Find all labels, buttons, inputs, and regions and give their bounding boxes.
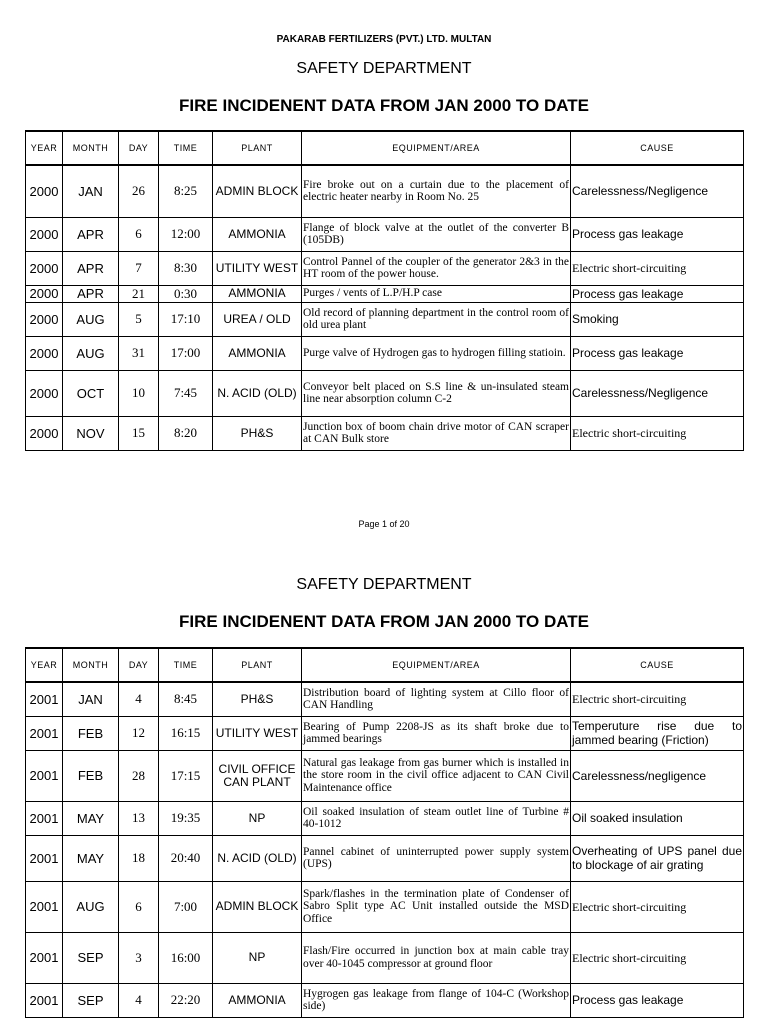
cell-day: 18 bbox=[119, 835, 159, 881]
cell-equipment: Conveyor belt placed on S.S line & un-insulated steam line near absorption column C-2 bbox=[302, 370, 571, 416]
header-plant: PLANT bbox=[213, 648, 302, 682]
cell-plant: PH&S bbox=[213, 682, 302, 716]
header-equipment: EQUIPMENT/AREA bbox=[302, 648, 571, 682]
cell-day: 31 bbox=[119, 336, 159, 370]
cell-plant: CIVIL OFFICE CAN PLANT bbox=[213, 750, 302, 801]
cell-year: 2000 bbox=[26, 302, 63, 336]
table-row bbox=[26, 932, 744, 983]
cell-cause: Oil soaked insulation bbox=[571, 801, 744, 835]
cell-year: 2001 bbox=[26, 932, 63, 983]
cell-plant: NP bbox=[213, 801, 302, 835]
cell-plant: N. ACID (OLD) bbox=[213, 370, 302, 416]
cell-equipment: Distribution board of lighting system at Cillo floor of CAN Handling bbox=[302, 682, 571, 716]
cell-plant: AMMONIA bbox=[213, 336, 302, 370]
table-row bbox=[26, 801, 744, 835]
cell-equipment: Bearing of Pump 2208-JS as its shaft broke due to jammed bearings bbox=[302, 716, 571, 750]
cell-day: 4 bbox=[119, 983, 159, 1017]
cell-month: OCT bbox=[63, 370, 119, 416]
table-row bbox=[26, 302, 744, 336]
fire-incident-table bbox=[25, 130, 744, 451]
cell-time: 8:45 bbox=[159, 682, 213, 716]
cell-cause: Electric short-circuiting bbox=[571, 682, 744, 716]
cell-year: 2000 bbox=[26, 251, 63, 285]
cell-day: 21 bbox=[119, 285, 159, 302]
cell-month: NOV bbox=[63, 416, 119, 450]
table-row bbox=[26, 416, 744, 450]
cell-year: 2000 bbox=[26, 370, 63, 416]
cell-equipment: Pannel cabinet of uninterrupted power supply system (UPS) bbox=[302, 835, 571, 881]
cell-day: 28 bbox=[119, 750, 159, 801]
cell-cause: Electric short-circuiting bbox=[571, 881, 744, 932]
document-title-2: FIRE INCIDENENT DATA FROM JAN 2000 TO DATE bbox=[179, 612, 589, 631]
cell-month: MAY bbox=[63, 835, 119, 881]
cell-plant: UTILITY WEST bbox=[213, 716, 302, 750]
header-time: TIME bbox=[159, 648, 213, 682]
table-body bbox=[26, 682, 744, 1017]
cell-day: 4 bbox=[119, 682, 159, 716]
cell-plant: UTILITY WEST bbox=[213, 251, 302, 285]
cell-plant: AMMONIA bbox=[213, 285, 302, 302]
table-row bbox=[26, 336, 744, 370]
cell-year: 2000 bbox=[26, 217, 63, 251]
cell-equipment: Natural gas leakage from gas burner which is installed in the store room in the civil office adjacent to CAN Civil Maintenance office bbox=[302, 750, 571, 801]
cell-month: APR bbox=[63, 251, 119, 285]
cell-cause: Process gas leakage bbox=[571, 983, 744, 1017]
cell-year: 2000 bbox=[26, 336, 63, 370]
table-row bbox=[26, 370, 744, 416]
cell-time: 20:40 bbox=[159, 835, 213, 881]
cell-month: AUG bbox=[63, 336, 119, 370]
table-row bbox=[26, 983, 744, 1017]
cell-time: 7:00 bbox=[159, 881, 213, 932]
cell-day: 5 bbox=[119, 302, 159, 336]
cell-month: AUG bbox=[63, 881, 119, 932]
cell-time: 8:20 bbox=[159, 416, 213, 450]
cell-year: 2000 bbox=[26, 165, 63, 217]
table-body bbox=[26, 165, 744, 450]
cell-month: MAY bbox=[63, 801, 119, 835]
cell-time: 17:15 bbox=[159, 750, 213, 801]
cell-month: APR bbox=[63, 217, 119, 251]
cell-cause: Overheating of UPS panel due to blockage of air grating bbox=[571, 835, 744, 881]
cell-plant: N. ACID (OLD) bbox=[213, 835, 302, 881]
cell-cause: Process gas leakage bbox=[571, 217, 744, 251]
cell-time: 22:20 bbox=[159, 983, 213, 1017]
cell-equipment: Old record of planning department in the control room of old urea plant bbox=[302, 302, 571, 336]
cell-time: 8:25 bbox=[159, 165, 213, 217]
cell-equipment: Junction box of boom chain drive motor of CAN scraper at CAN Bulk store bbox=[302, 416, 571, 450]
fire-incident-table-2 bbox=[25, 647, 744, 1018]
cell-year: 2001 bbox=[26, 682, 63, 716]
header-equipment: EQUIPMENT/AREA bbox=[302, 131, 571, 165]
cell-plant: AMMONIA bbox=[213, 983, 302, 1017]
table-row bbox=[26, 835, 744, 881]
table-row bbox=[26, 251, 744, 285]
cell-day: 12 bbox=[119, 716, 159, 750]
table-header-row bbox=[26, 648, 744, 682]
cell-month: JAN bbox=[63, 165, 119, 217]
cell-time: 12:00 bbox=[159, 217, 213, 251]
cell-equipment: Control Pannel of the coupler of the generator 2&3 in the HT room of the power house. bbox=[302, 251, 571, 285]
cell-cause: Electric short-circuiting bbox=[571, 416, 744, 450]
cell-plant: NP bbox=[213, 932, 302, 983]
header-cause: CAUSE bbox=[571, 648, 744, 682]
cell-year: 2001 bbox=[26, 983, 63, 1017]
cell-time: 0:30 bbox=[159, 285, 213, 302]
header-year: YEAR bbox=[26, 648, 63, 682]
header-plant: PLANT bbox=[213, 131, 302, 165]
cell-cause: Smoking bbox=[571, 302, 744, 336]
cell-equipment: Hygrogen gas leakage from flange of 104-C (Workshop side) bbox=[302, 983, 571, 1017]
cell-cause: Carelessness/Negligence bbox=[571, 165, 744, 217]
cell-year: 2001 bbox=[26, 835, 63, 881]
cell-plant: UREA / OLD bbox=[213, 302, 302, 336]
cell-month: SEP bbox=[63, 983, 119, 1017]
header-day: DAY bbox=[119, 648, 159, 682]
table-header-row bbox=[26, 131, 744, 165]
department-heading-2: SAFETY DEPARTMENT bbox=[296, 576, 472, 593]
cell-equipment: Spark/flashes in the termination plate of Condenser of Sabro Split type AC Unit installed outside the MSD Office bbox=[302, 881, 571, 932]
cell-day: 10 bbox=[119, 370, 159, 416]
cell-month: SEP bbox=[63, 932, 119, 983]
table-row bbox=[26, 217, 744, 251]
header-time: TIME bbox=[159, 131, 213, 165]
cell-month: JAN bbox=[63, 682, 119, 716]
header-day: DAY bbox=[119, 131, 159, 165]
cell-year: 2000 bbox=[26, 285, 63, 302]
cell-cause: Carelessness/Negligence bbox=[571, 370, 744, 416]
cell-day: 7 bbox=[119, 251, 159, 285]
cell-day: 26 bbox=[119, 165, 159, 217]
cell-cause: Process gas leakage bbox=[571, 285, 744, 302]
cell-year: 2000 bbox=[26, 416, 63, 450]
cell-time: 19:35 bbox=[159, 801, 213, 835]
cell-month: FEB bbox=[63, 750, 119, 801]
cell-equipment: Oil soaked insulation of steam outlet line of Turbine # 40-1012 bbox=[302, 801, 571, 835]
cell-plant: PH&S bbox=[213, 416, 302, 450]
department-heading: SAFETY DEPARTMENT bbox=[296, 60, 472, 77]
cell-day: 6 bbox=[119, 217, 159, 251]
table-row bbox=[26, 682, 744, 716]
cell-cause: Electric short-circuiting bbox=[571, 932, 744, 983]
cell-time: 7:45 bbox=[159, 370, 213, 416]
cell-year: 2001 bbox=[26, 750, 63, 801]
cell-cause: Temperuture rise due to jammed bearing (Friction) bbox=[571, 716, 744, 750]
table-row bbox=[26, 285, 744, 302]
table-row bbox=[26, 881, 744, 932]
cell-year: 2001 bbox=[26, 881, 63, 932]
cell-plant: ADMIN BLOCK bbox=[213, 881, 302, 932]
cell-time: 8:30 bbox=[159, 251, 213, 285]
table-row bbox=[26, 750, 744, 801]
cell-equipment: Purges / vents of L.P/H.P case bbox=[302, 285, 571, 302]
cell-equipment: Fire broke out on a curtain due to the placement of electric heater nearby in Room No. 25 bbox=[302, 165, 571, 217]
cell-cause: Electric short-circuiting bbox=[571, 251, 744, 285]
cell-time: 16:15 bbox=[159, 716, 213, 750]
company-name: PAKARAB FERTILIZERS (PVT.) LTD. MULTAN bbox=[276, 34, 492, 45]
cell-plant: AMMONIA bbox=[213, 217, 302, 251]
cell-equipment: Purge valve of Hydrogen gas to hydrogen filling statioin. bbox=[302, 336, 571, 370]
header-month: MONTH bbox=[63, 131, 119, 165]
cell-day: 3 bbox=[119, 932, 159, 983]
cell-month: AUG bbox=[63, 302, 119, 336]
table-row bbox=[26, 165, 744, 217]
cell-time: 16:00 bbox=[159, 932, 213, 983]
cell-cause: Carelessness/negligence bbox=[571, 750, 744, 801]
cell-year: 2001 bbox=[26, 716, 63, 750]
document-title: FIRE INCIDENENT DATA FROM JAN 2000 TO DATE bbox=[179, 96, 589, 115]
header-month: MONTH bbox=[63, 648, 119, 682]
header-year: YEAR bbox=[26, 131, 63, 165]
table-row bbox=[26, 716, 744, 750]
cell-month: FEB bbox=[63, 716, 119, 750]
cell-time: 17:00 bbox=[159, 336, 213, 370]
cell-year: 2001 bbox=[26, 801, 63, 835]
header-cause: CAUSE bbox=[571, 131, 744, 165]
cell-day: 6 bbox=[119, 881, 159, 932]
cell-day: 13 bbox=[119, 801, 159, 835]
cell-equipment: Flange of block valve at the outlet of the converter B (105DB) bbox=[302, 217, 571, 251]
cell-month: APR bbox=[63, 285, 119, 302]
page-number: Page 1 of 20 bbox=[358, 519, 410, 529]
cell-time: 17:10 bbox=[159, 302, 213, 336]
cell-day: 15 bbox=[119, 416, 159, 450]
cell-plant: ADMIN BLOCK bbox=[213, 165, 302, 217]
cell-equipment: Flash/Fire occurred in junction box at main cable tray over 40-1045 compressor at ground floor bbox=[302, 932, 571, 983]
cell-cause: Process gas leakage bbox=[571, 336, 744, 370]
